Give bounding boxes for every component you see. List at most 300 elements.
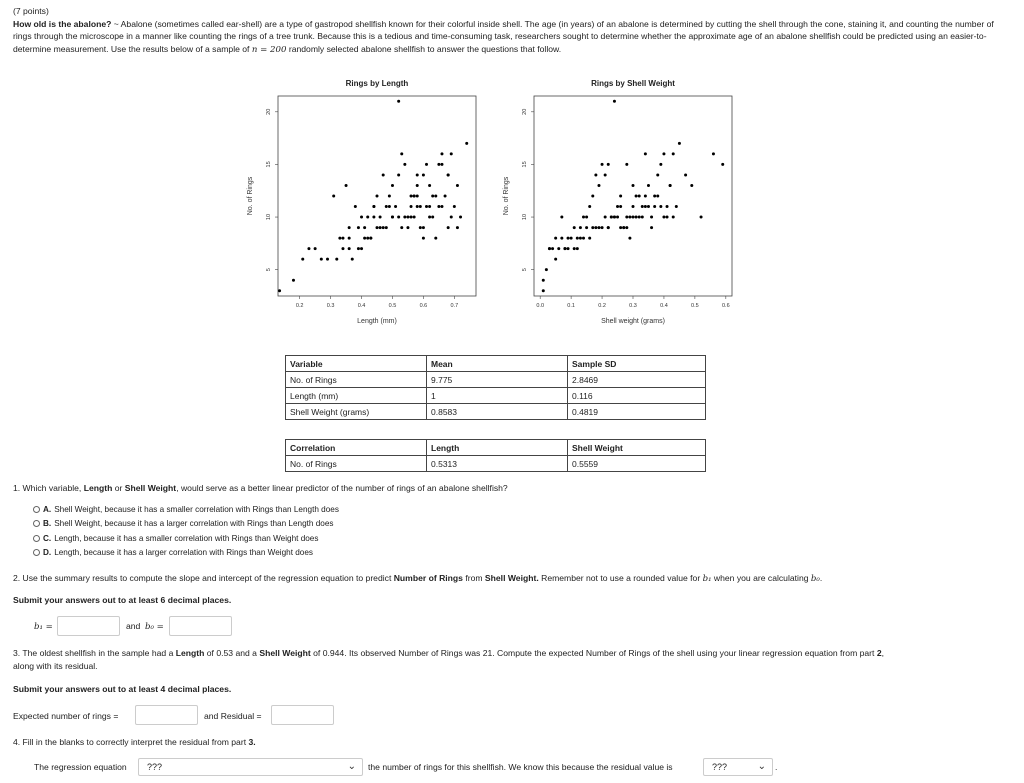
correlation-table bbox=[285, 439, 706, 472]
data-point bbox=[622, 226, 625, 229]
data-point bbox=[560, 237, 563, 240]
chevron-down-icon: ⌄ bbox=[347, 761, 356, 772]
residual-label: and Residual = bbox=[204, 711, 262, 721]
header-cell: Correlation bbox=[286, 440, 427, 456]
data-point bbox=[579, 226, 582, 229]
radio-b[interactable] bbox=[33, 520, 40, 527]
data-point bbox=[351, 258, 354, 261]
y-tick-label: 20 bbox=[266, 108, 272, 115]
data-point bbox=[625, 163, 628, 166]
q4-sentence-start: The regression equation bbox=[34, 762, 127, 772]
data-point bbox=[653, 195, 656, 198]
data-point bbox=[632, 205, 635, 208]
header-cell: Variable bbox=[286, 356, 427, 372]
y-tick-label: 5 bbox=[522, 268, 528, 272]
data-point bbox=[465, 142, 468, 145]
data-point bbox=[403, 163, 406, 166]
option-text: Shell Weight, because it has a smaller correlation with Rings than Length does bbox=[54, 505, 339, 514]
q2-post: Remember not to use a rounded value for bbox=[538, 573, 703, 583]
question-3-text bbox=[13, 648, 1003, 658]
data-point bbox=[644, 205, 647, 208]
radio-a[interactable] bbox=[33, 506, 40, 513]
data-point bbox=[635, 195, 638, 198]
table-row bbox=[286, 456, 706, 472]
data-point bbox=[376, 195, 379, 198]
header-cell: Shell Weight bbox=[568, 440, 706, 456]
data-point bbox=[428, 184, 431, 187]
data-point bbox=[456, 184, 459, 187]
data-point bbox=[338, 237, 341, 240]
data-point bbox=[641, 205, 644, 208]
data-point bbox=[604, 173, 607, 176]
plot-frame bbox=[534, 96, 732, 296]
data-point bbox=[560, 216, 563, 219]
data-point bbox=[450, 152, 453, 155]
data-point bbox=[678, 142, 681, 145]
x-tick-label: 0.2 bbox=[598, 303, 606, 309]
select-value: ??? bbox=[712, 762, 728, 772]
b1-input[interactable] bbox=[57, 616, 120, 636]
data-point bbox=[437, 163, 440, 166]
header-cell: Mean bbox=[427, 356, 568, 372]
residual-sign-select[interactable] bbox=[703, 758, 773, 776]
data-point bbox=[647, 184, 650, 187]
data-point bbox=[388, 205, 391, 208]
header-cell: Sample SD bbox=[568, 356, 706, 372]
data-point bbox=[326, 258, 329, 261]
data-point bbox=[641, 216, 644, 219]
x-tick-label: 0.4 bbox=[357, 303, 366, 309]
option-letter: B. bbox=[43, 519, 52, 528]
data-point bbox=[656, 195, 659, 198]
and-label: and bbox=[126, 621, 141, 631]
data-point bbox=[363, 226, 366, 229]
table-cell: No. of Rings bbox=[286, 372, 427, 388]
q2-end: . bbox=[819, 573, 823, 583]
data-point bbox=[431, 195, 434, 198]
data-point bbox=[647, 205, 650, 208]
b0-input[interactable] bbox=[169, 616, 232, 636]
data-point bbox=[588, 237, 591, 240]
data-point bbox=[428, 205, 431, 208]
data-point bbox=[335, 258, 338, 261]
data-point bbox=[573, 247, 576, 250]
x-tick-label: 0.6 bbox=[419, 303, 428, 309]
q1-post: , would serve as a better linear predictor of the number of rings of an abalone shellfish? bbox=[176, 483, 508, 493]
data-point bbox=[616, 216, 619, 219]
data-point bbox=[666, 205, 669, 208]
data-point bbox=[638, 195, 641, 198]
data-point bbox=[376, 226, 379, 229]
data-point bbox=[447, 226, 450, 229]
data-point bbox=[410, 195, 413, 198]
data-point bbox=[635, 216, 638, 219]
data-point bbox=[348, 247, 351, 250]
header-cell: Length bbox=[427, 440, 568, 456]
chart-svg bbox=[232, 70, 482, 335]
question-4-text bbox=[13, 737, 256, 747]
data-point bbox=[607, 163, 610, 166]
data-point bbox=[440, 205, 443, 208]
data-point bbox=[638, 216, 641, 219]
data-point bbox=[450, 216, 453, 219]
q2-when: when you are calculating bbox=[711, 573, 811, 583]
data-point bbox=[410, 216, 413, 219]
data-point bbox=[610, 216, 613, 219]
q3-shell-weight: Shell Weight bbox=[259, 648, 311, 658]
q2-pre: 2. Use the summary results to compute the slope and intercept of the regression equation to predict bbox=[13, 573, 394, 583]
data-point bbox=[369, 237, 372, 240]
data-point bbox=[366, 237, 369, 240]
data-point bbox=[400, 152, 403, 155]
data-point bbox=[397, 173, 400, 176]
data-point bbox=[662, 216, 665, 219]
data-point bbox=[551, 247, 554, 250]
data-point bbox=[419, 226, 422, 229]
y-tick-label: 15 bbox=[522, 161, 528, 168]
data-point bbox=[554, 258, 557, 261]
data-point bbox=[576, 247, 579, 250]
q3-mid1: of 0.53 and a bbox=[204, 648, 260, 658]
data-point bbox=[397, 216, 400, 219]
q3-mid2: of 0.944. Its observed Number of Rings was 21. Compute the expected Number of Rings of the shell using your linear regression equation from part bbox=[310, 648, 877, 658]
data-point bbox=[672, 152, 675, 155]
y-axis-label: No. of Rings bbox=[503, 176, 510, 216]
b0-label: b₀ = bbox=[145, 622, 164, 632]
y-tick-label: 10 bbox=[266, 213, 272, 221]
x-tick-label: 0.3 bbox=[629, 303, 637, 309]
x-axis-label: Shell weight (grams) bbox=[601, 318, 665, 325]
y-tick-label: 5 bbox=[266, 268, 272, 272]
data-point bbox=[382, 226, 385, 229]
x-tick-label: 0.7 bbox=[450, 303, 459, 309]
chart-title: Rings by Shell Weight bbox=[591, 79, 675, 88]
table-cell: 0.4819 bbox=[568, 404, 706, 420]
table-cell: Shell Weight (grams) bbox=[286, 404, 427, 420]
q4-sentence-mid: the number of rings for this shellfish. We know this because the residual value is bbox=[368, 762, 673, 772]
data-point bbox=[366, 216, 369, 219]
data-point bbox=[588, 205, 591, 208]
table-row bbox=[286, 372, 706, 388]
data-point bbox=[591, 195, 594, 198]
data-point bbox=[314, 247, 317, 250]
data-point bbox=[557, 247, 560, 250]
data-point bbox=[345, 184, 348, 187]
data-point bbox=[625, 216, 628, 219]
table-row bbox=[286, 388, 706, 404]
data-point bbox=[394, 205, 397, 208]
data-point bbox=[601, 163, 604, 166]
data-point bbox=[447, 173, 450, 176]
data-point bbox=[653, 205, 656, 208]
q2-predictor: Shell Weight. bbox=[484, 573, 539, 583]
q1-or: or bbox=[112, 483, 125, 493]
data-point bbox=[372, 216, 375, 219]
option-a[interactable] bbox=[33, 505, 339, 514]
x-tick-label: 0.3 bbox=[326, 303, 335, 309]
data-point bbox=[357, 226, 360, 229]
data-point bbox=[363, 237, 366, 240]
data-point bbox=[591, 226, 594, 229]
data-point bbox=[400, 226, 403, 229]
data-point bbox=[659, 205, 662, 208]
data-point bbox=[360, 216, 363, 219]
chart-title: Rings by Length bbox=[345, 79, 409, 88]
data-point bbox=[372, 205, 375, 208]
q1-length: Length bbox=[83, 483, 113, 493]
data-point bbox=[379, 226, 382, 229]
data-point bbox=[675, 205, 678, 208]
q3-length: Length bbox=[175, 648, 205, 658]
x-tick-label: 0.1 bbox=[567, 303, 575, 309]
data-point bbox=[656, 173, 659, 176]
table-cell: 2.8469 bbox=[568, 372, 706, 388]
q1-shell-weight: Shell Weight bbox=[124, 483, 177, 493]
data-point bbox=[690, 184, 693, 187]
q4-pre: 4. Fill in the blanks to correctly interpret the residual from part bbox=[13, 737, 249, 747]
data-point bbox=[397, 100, 400, 103]
data-point bbox=[292, 279, 295, 282]
interpretation-select[interactable] bbox=[138, 758, 363, 776]
data-point bbox=[567, 237, 570, 240]
data-point bbox=[385, 205, 388, 208]
q2-b0: b₀ bbox=[810, 574, 820, 584]
select-value: ??? bbox=[147, 762, 163, 772]
x-tick-label: 0.2 bbox=[295, 303, 304, 309]
table-header-row bbox=[286, 356, 706, 372]
data-point bbox=[440, 152, 443, 155]
b1-label: b₁ = bbox=[34, 622, 53, 632]
table-cell: 9.775 bbox=[427, 372, 568, 388]
data-point bbox=[567, 247, 570, 250]
data-point bbox=[585, 216, 588, 219]
data-point bbox=[650, 226, 653, 229]
data-point bbox=[573, 226, 576, 229]
data-point bbox=[659, 163, 662, 166]
q3-pre: 3. The oldest shellfish in the sample had a bbox=[13, 648, 176, 658]
question-title: How old is the abalone? bbox=[13, 18, 112, 29]
intro-text: ~ Abalone (sometimes called ear-shell) are a type of gastropod shellfish known for their colorful inside shell. The age (in years) of an abalone is determined by cutting the shell through the cone, staining it, and counting the number of rings through the microscope in a manner like counting the rings of a tree trunk. Because this is a tedious and time-consuming task, researchers sought to determine whether the approximate age of an abalone shellfish could be predicted using an easier-to-determine measurement. Use the results below of a sample of bbox=[13, 18, 994, 54]
data-point bbox=[619, 205, 622, 208]
q2-submit-note: Submit your answers out to at least 6 decimal places. bbox=[13, 595, 232, 605]
q3-mid3: , bbox=[881, 648, 884, 658]
data-point bbox=[628, 237, 631, 240]
option-c[interactable] bbox=[33, 534, 318, 543]
table-cell: Length (mm) bbox=[286, 388, 427, 404]
data-point bbox=[413, 195, 416, 198]
q2-b1: b₁ bbox=[702, 574, 712, 584]
data-point bbox=[548, 247, 551, 250]
data-point bbox=[379, 216, 382, 219]
data-point bbox=[459, 216, 462, 219]
data-point bbox=[425, 163, 428, 166]
data-point bbox=[576, 237, 579, 240]
table-cell: 1 bbox=[427, 388, 568, 404]
data-point bbox=[278, 289, 281, 292]
rings-by-shell-weight-chart bbox=[488, 70, 738, 335]
data-point bbox=[616, 205, 619, 208]
data-point bbox=[341, 237, 344, 240]
data-point bbox=[422, 237, 425, 240]
data-point bbox=[632, 216, 635, 219]
data-point bbox=[416, 173, 419, 176]
option-b[interactable] bbox=[33, 519, 334, 528]
data-point bbox=[619, 195, 622, 198]
table-cell: No. of Rings bbox=[286, 456, 427, 472]
data-point bbox=[456, 226, 459, 229]
data-point bbox=[425, 205, 428, 208]
data-point bbox=[453, 205, 456, 208]
table-cell: 0.116 bbox=[568, 388, 706, 404]
points-label: (7 points) bbox=[13, 6, 49, 16]
data-point bbox=[403, 216, 406, 219]
question-1-text bbox=[13, 483, 508, 493]
data-point bbox=[570, 237, 573, 240]
data-point bbox=[684, 173, 687, 176]
data-point bbox=[619, 226, 622, 229]
data-point bbox=[554, 237, 557, 240]
data-point bbox=[582, 237, 585, 240]
data-point bbox=[650, 216, 653, 219]
y-tick-label: 15 bbox=[266, 161, 272, 168]
data-point bbox=[594, 226, 597, 229]
data-point bbox=[354, 205, 357, 208]
question-3-line2: along with its residual. bbox=[13, 661, 98, 671]
data-point bbox=[413, 216, 416, 219]
y-tick-label: 10 bbox=[522, 213, 528, 221]
data-point bbox=[669, 184, 672, 187]
data-point bbox=[332, 195, 335, 198]
radio-d[interactable] bbox=[33, 549, 40, 556]
table-cell: 0.5559 bbox=[568, 456, 706, 472]
data-point bbox=[666, 216, 669, 219]
data-point bbox=[410, 205, 413, 208]
data-point bbox=[613, 100, 616, 103]
data-point bbox=[419, 205, 422, 208]
expected-label: Expected number of rings = bbox=[13, 711, 119, 721]
data-point bbox=[416, 205, 419, 208]
data-point bbox=[391, 216, 394, 219]
option-text: Length, because it has a larger correlation with Rings than Weight does bbox=[54, 548, 314, 557]
data-point bbox=[625, 226, 628, 229]
option-d[interactable] bbox=[33, 548, 313, 557]
data-point bbox=[307, 247, 310, 250]
y-axis-label: No. of Rings bbox=[247, 176, 254, 216]
table-header-row bbox=[286, 440, 706, 456]
summary-stats-table bbox=[285, 355, 706, 420]
data-point bbox=[422, 173, 425, 176]
intro-text-end: randomly selected abalone shellfish to answer the questions that follow. bbox=[286, 43, 562, 54]
data-point bbox=[428, 216, 431, 219]
data-point bbox=[597, 226, 600, 229]
data-point bbox=[360, 247, 363, 250]
q3-part: 2 bbox=[876, 648, 882, 658]
data-point bbox=[542, 279, 545, 282]
question-intro bbox=[13, 5, 1008, 56]
data-point bbox=[437, 205, 440, 208]
data-point bbox=[542, 289, 545, 292]
data-point bbox=[431, 216, 434, 219]
data-point bbox=[434, 195, 437, 198]
x-axis-label: Length (mm) bbox=[357, 318, 397, 325]
data-point bbox=[391, 184, 394, 187]
y-tick-label: 20 bbox=[522, 108, 528, 115]
x-tick-label: 0.0 bbox=[536, 303, 545, 309]
option-text: Shell Weight, because it has a larger correlation with Rings than Length does bbox=[54, 519, 334, 528]
data-point bbox=[382, 173, 385, 176]
q1-pre: 1. Which variable, bbox=[13, 483, 84, 493]
data-point bbox=[721, 163, 724, 166]
data-point bbox=[348, 237, 351, 240]
data-point bbox=[422, 226, 425, 229]
data-point bbox=[406, 226, 409, 229]
data-point bbox=[301, 258, 304, 261]
q3-submit-note: Submit your answers out to at least 4 decimal places. bbox=[13, 684, 232, 694]
q4-part: 3. bbox=[248, 737, 256, 747]
data-point bbox=[672, 216, 675, 219]
question-2-text bbox=[13, 573, 822, 584]
data-point bbox=[320, 258, 323, 261]
data-point bbox=[388, 195, 391, 198]
data-point bbox=[348, 226, 351, 229]
expected-rings-input[interactable] bbox=[135, 705, 198, 725]
data-point bbox=[357, 247, 360, 250]
data-point bbox=[662, 152, 665, 155]
data-point bbox=[585, 226, 588, 229]
data-point bbox=[601, 226, 604, 229]
x-tick-label: 0.5 bbox=[388, 303, 397, 309]
sample-size: n = 200 bbox=[251, 44, 287, 55]
q4-sentence-end: . bbox=[775, 762, 778, 772]
x-tick-label: 0.5 bbox=[691, 303, 699, 309]
data-point bbox=[700, 216, 703, 219]
chart-svg bbox=[488, 70, 738, 335]
data-point bbox=[563, 247, 566, 250]
data-point bbox=[440, 163, 443, 166]
data-point bbox=[628, 216, 631, 219]
data-point bbox=[545, 268, 548, 271]
data-point bbox=[579, 237, 582, 240]
data-point bbox=[416, 184, 419, 187]
option-letter: D. bbox=[43, 548, 52, 557]
q2-from: from bbox=[462, 573, 485, 583]
radio-c[interactable] bbox=[33, 535, 40, 542]
data-point bbox=[607, 226, 610, 229]
option-text: Length, because it has a smaller correlation with Rings than Weight does bbox=[54, 534, 319, 543]
chevron-down-icon: ⌄ bbox=[757, 761, 766, 772]
data-point bbox=[613, 216, 616, 219]
data-point bbox=[434, 237, 437, 240]
data-point bbox=[712, 152, 715, 155]
table-cell: 0.5313 bbox=[427, 456, 568, 472]
data-point bbox=[597, 184, 600, 187]
option-letter: A. bbox=[43, 505, 52, 514]
x-tick-label: 0.6 bbox=[721, 303, 730, 309]
data-point bbox=[632, 184, 635, 187]
rings-by-length-chart bbox=[232, 70, 482, 335]
data-point bbox=[444, 195, 447, 198]
residual-input[interactable] bbox=[271, 705, 334, 725]
x-tick-label: 0.4 bbox=[660, 303, 668, 309]
option-letter: C. bbox=[43, 534, 52, 543]
data-point bbox=[416, 195, 419, 198]
data-point bbox=[385, 226, 388, 229]
data-point bbox=[644, 152, 647, 155]
data-point bbox=[644, 195, 647, 198]
data-point bbox=[582, 216, 585, 219]
table-cell: 0.8583 bbox=[427, 404, 568, 420]
q2-target: Number of Rings bbox=[393, 573, 463, 583]
